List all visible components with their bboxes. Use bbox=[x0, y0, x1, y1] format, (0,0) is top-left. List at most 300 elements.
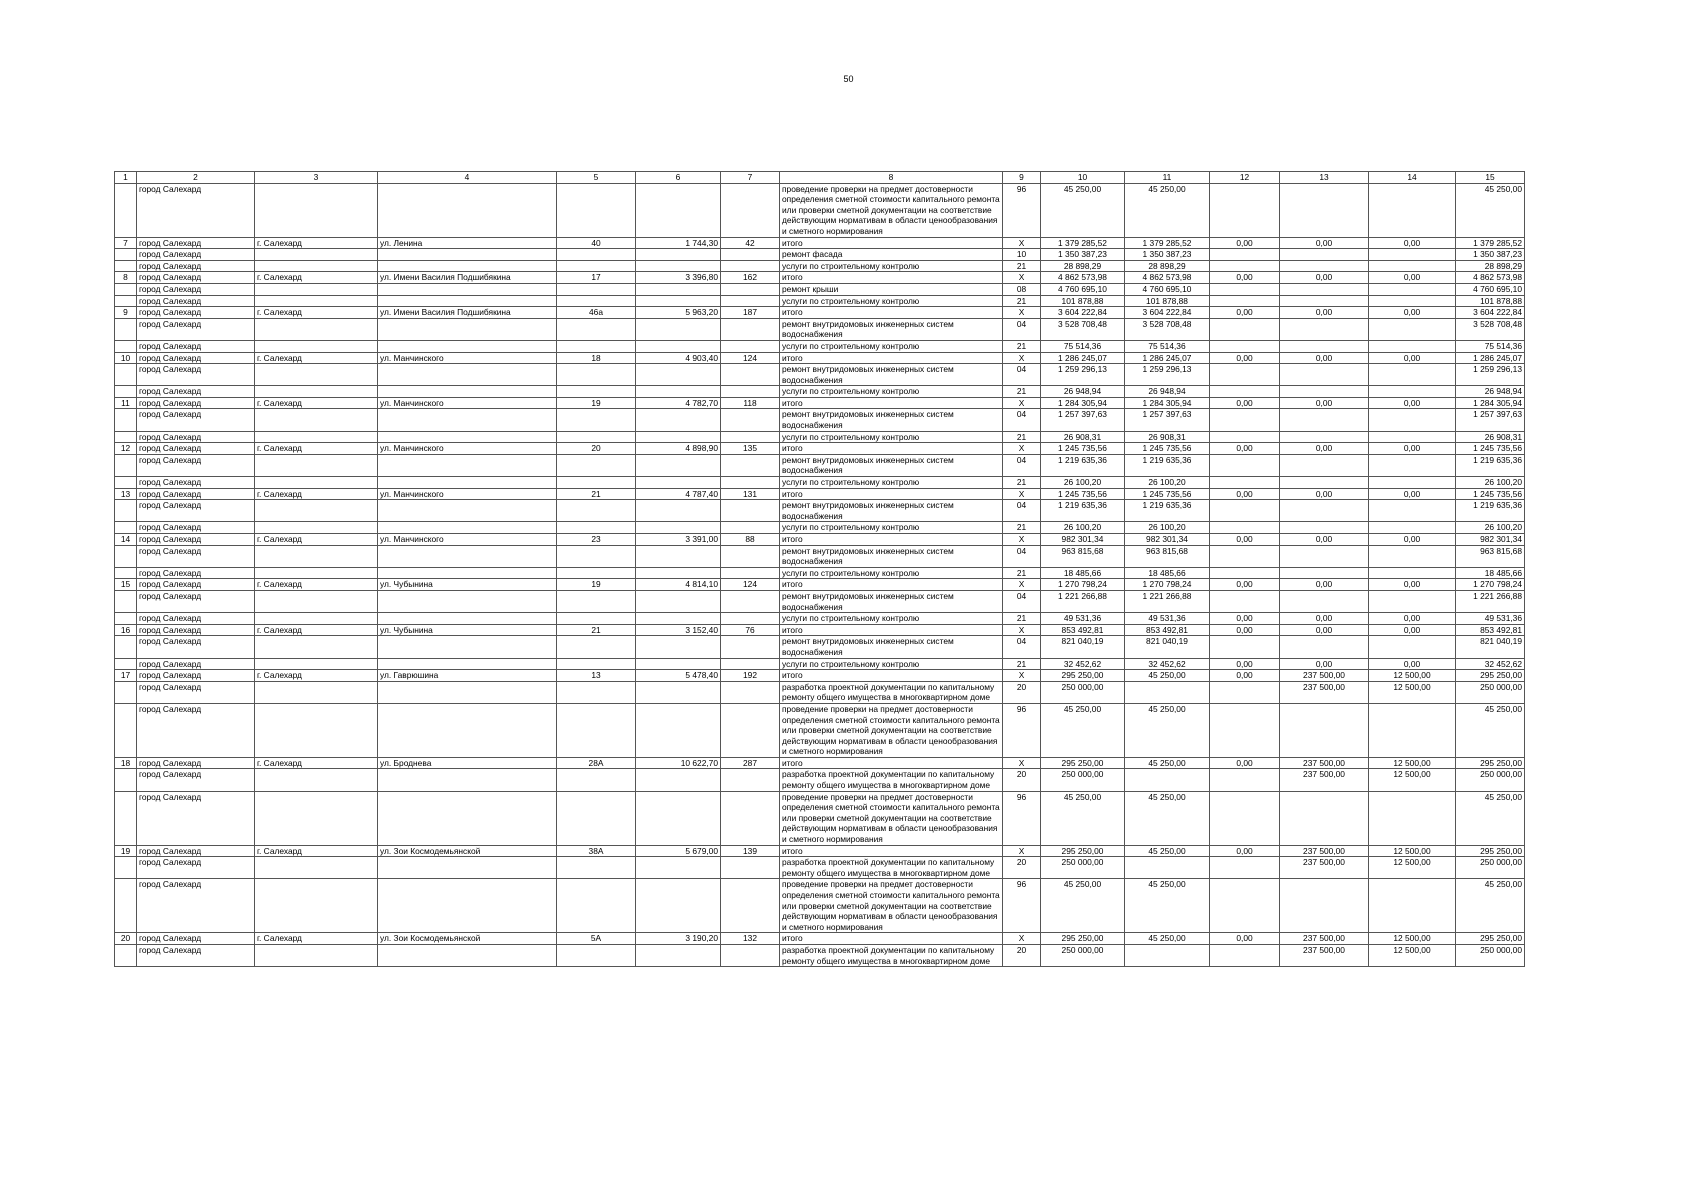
table-cell-col-2: город Салехард bbox=[137, 845, 255, 857]
table-cell-col-6: 4 782,70 bbox=[636, 397, 721, 409]
table-cell-col-1: 10 bbox=[115, 352, 137, 364]
table-cell-col-13: 0,00 bbox=[1280, 613, 1369, 625]
table-cell-col-15: 295 250,00 bbox=[1456, 933, 1525, 945]
table-row bbox=[115, 845, 1525, 857]
table-cell-col-15: 45 250,00 bbox=[1456, 791, 1525, 845]
table-cell-col-15: 32 452,62 bbox=[1456, 658, 1525, 670]
table-cell-col-13 bbox=[1280, 454, 1369, 476]
table-cell-col-10: 45 250,00 bbox=[1041, 879, 1125, 933]
table-cell-col-11: 1 379 285,52 bbox=[1125, 237, 1210, 249]
column-header-7: 7 bbox=[721, 172, 780, 184]
table-cell-col-4 bbox=[378, 409, 557, 431]
table-cell-col-15: 4 862 573,98 bbox=[1456, 272, 1525, 284]
table-cell-col-15: 26 100,20 bbox=[1456, 522, 1525, 534]
table-cell-col-7 bbox=[721, 260, 780, 272]
table-cell-col-14: 0,00 bbox=[1369, 624, 1456, 636]
table-cell-col-15: 1 270 798,24 bbox=[1456, 579, 1525, 591]
table-row bbox=[115, 283, 1525, 295]
table-cell-col-12: 0,00 bbox=[1210, 933, 1280, 945]
table-cell-col-7 bbox=[721, 283, 780, 295]
table-cell-col-12 bbox=[1210, 364, 1280, 386]
table-cell-col-10: 1 270 798,24 bbox=[1041, 579, 1125, 591]
table-cell-col-12: 0,00 bbox=[1210, 443, 1280, 455]
table-cell-col-10: 295 250,00 bbox=[1041, 757, 1125, 769]
table-cell-col-14: 12 500,00 bbox=[1369, 670, 1456, 682]
table-cell-col-9: Х bbox=[1003, 352, 1041, 364]
table-cell-col-4 bbox=[378, 522, 557, 534]
table-cell-col-7: 88 bbox=[721, 534, 780, 546]
table-cell-col-14: 12 500,00 bbox=[1369, 769, 1456, 791]
table-cell-col-12 bbox=[1210, 944, 1280, 966]
table-cell-col-15: 1 245 735,56 bbox=[1456, 443, 1525, 455]
table-cell-col-9: 21 bbox=[1003, 431, 1041, 443]
table-cell-col-14: 12 500,00 bbox=[1369, 944, 1456, 966]
table-cell-col-9: 21 bbox=[1003, 386, 1041, 398]
table-row bbox=[115, 295, 1525, 307]
table-cell-col-1 bbox=[115, 636, 137, 658]
table-cell-col-13: 0,00 bbox=[1280, 624, 1369, 636]
table-cell-col-14 bbox=[1369, 249, 1456, 261]
table-cell-col-14 bbox=[1369, 522, 1456, 534]
table-cell-col-4 bbox=[378, 386, 557, 398]
table-cell-col-4: ул. Чубынина bbox=[378, 579, 557, 591]
table-cell-col-7: 118 bbox=[721, 397, 780, 409]
table-cell-col-2: город Салехард bbox=[137, 397, 255, 409]
table-cell-col-13 bbox=[1280, 477, 1369, 489]
table-cell-col-10: 26 100,20 bbox=[1041, 522, 1125, 534]
table-row bbox=[115, 500, 1525, 522]
table-cell-col-4 bbox=[378, 283, 557, 295]
table-cell-col-7 bbox=[721, 477, 780, 489]
table-cell-col-13: 237 500,00 bbox=[1280, 944, 1369, 966]
table-cell-col-12 bbox=[1210, 879, 1280, 933]
table-cell-col-5 bbox=[557, 500, 636, 522]
table-cell-col-5: 46а bbox=[557, 307, 636, 319]
table-row bbox=[115, 681, 1525, 703]
table-cell-col-10: 1 286 245,07 bbox=[1041, 352, 1125, 364]
table-cell-col-9: Х bbox=[1003, 443, 1041, 455]
table-cell-col-3 bbox=[255, 249, 378, 261]
table-cell-col-14 bbox=[1369, 318, 1456, 340]
table-cell-col-15: 1 350 387,23 bbox=[1456, 249, 1525, 261]
table-cell-col-3: г. Салехард bbox=[255, 670, 378, 682]
table-cell-col-10: 1 245 735,56 bbox=[1041, 488, 1125, 500]
table-cell-col-8: проведение проверки на предмет достоверности определения сметной стоимости капитального ремонта или проверки сметной документации на соответствие действующим нормативам в области ценообразования и сметного нормирования bbox=[780, 879, 1003, 933]
table-cell-col-7 bbox=[721, 183, 780, 237]
table-cell-col-10: 295 250,00 bbox=[1041, 845, 1125, 857]
table-cell-col-15: 3 604 222,84 bbox=[1456, 307, 1525, 319]
table-cell-col-12 bbox=[1210, 386, 1280, 398]
table-cell-col-11: 1 219 635,36 bbox=[1125, 454, 1210, 476]
table-cell-col-7 bbox=[721, 703, 780, 757]
column-header-11: 11 bbox=[1125, 172, 1210, 184]
column-header-5: 5 bbox=[557, 172, 636, 184]
table-cell-col-10: 4 862 573,98 bbox=[1041, 272, 1125, 284]
table-cell-col-10: 18 485,66 bbox=[1041, 567, 1125, 579]
table-cell-col-15: 1 219 635,36 bbox=[1456, 500, 1525, 522]
table-cell-col-5 bbox=[557, 249, 636, 261]
table-cell-col-7: 187 bbox=[721, 307, 780, 319]
table-cell-col-11: 963 815,68 bbox=[1125, 545, 1210, 567]
table-cell-col-11: 45 250,00 bbox=[1125, 183, 1210, 237]
table-cell-col-11: 49 531,36 bbox=[1125, 613, 1210, 625]
table-cell-col-13: 237 500,00 bbox=[1280, 857, 1369, 879]
table-cell-col-12 bbox=[1210, 590, 1280, 612]
table-cell-col-6 bbox=[636, 260, 721, 272]
table-cell-col-3 bbox=[255, 260, 378, 272]
table-cell-col-5 bbox=[557, 545, 636, 567]
table-cell-col-2: город Салехард bbox=[137, 488, 255, 500]
table-row bbox=[115, 636, 1525, 658]
table-cell-col-5 bbox=[557, 703, 636, 757]
column-header-15: 15 bbox=[1456, 172, 1525, 184]
table-cell-col-4: ул. Манчинского bbox=[378, 352, 557, 364]
table-cell-col-2: город Салехард bbox=[137, 879, 255, 933]
table-header bbox=[115, 172, 1525, 184]
table-cell-col-9: 20 bbox=[1003, 769, 1041, 791]
table-cell-col-7 bbox=[721, 318, 780, 340]
table-row bbox=[115, 443, 1525, 455]
table-cell-col-15: 1 284 305,94 bbox=[1456, 397, 1525, 409]
table-cell-col-10: 1 259 296,13 bbox=[1041, 364, 1125, 386]
table-cell-col-8: проведение проверки на предмет достоверности определения сметной стоимости капитального ремонта или проверки сметной документации на соответствие действующим нормативам в области ценообразования и сметного нормирования bbox=[780, 183, 1003, 237]
table-cell-col-11: 45 250,00 bbox=[1125, 670, 1210, 682]
table-cell-col-1 bbox=[115, 545, 137, 567]
table-cell-col-6 bbox=[636, 857, 721, 879]
table-cell-col-9: 96 bbox=[1003, 703, 1041, 757]
table-cell-col-3 bbox=[255, 567, 378, 579]
table-cell-col-3: г. Салехард bbox=[255, 237, 378, 249]
table-cell-col-13 bbox=[1280, 409, 1369, 431]
table-cell-col-9: Х bbox=[1003, 579, 1041, 591]
table-cell-col-3 bbox=[255, 613, 378, 625]
table-cell-col-4 bbox=[378, 340, 557, 352]
table-cell-col-10: 1 284 305,94 bbox=[1041, 397, 1125, 409]
table-cell-col-13 bbox=[1280, 791, 1369, 845]
table-cell-col-6 bbox=[636, 590, 721, 612]
table-cell-col-5 bbox=[557, 409, 636, 431]
table-cell-col-4: ул. Гаврюшина bbox=[378, 670, 557, 682]
table-cell-col-5 bbox=[557, 658, 636, 670]
table-cell-col-7: 124 bbox=[721, 352, 780, 364]
table-cell-col-10: 1 257 397,63 bbox=[1041, 409, 1125, 431]
table-row bbox=[115, 409, 1525, 431]
table-cell-col-11: 1 284 305,94 bbox=[1125, 397, 1210, 409]
column-header-4: 4 bbox=[378, 172, 557, 184]
table-cell-col-2: город Салехард bbox=[137, 307, 255, 319]
table-cell-col-12: 0,00 bbox=[1210, 670, 1280, 682]
table-cell-col-4 bbox=[378, 879, 557, 933]
table-cell-col-2: город Салехард bbox=[137, 443, 255, 455]
table-cell-col-15: 250 000,00 bbox=[1456, 857, 1525, 879]
table-cell-col-7 bbox=[721, 857, 780, 879]
table-cell-col-1: 11 bbox=[115, 397, 137, 409]
table-cell-col-7 bbox=[721, 249, 780, 261]
table-cell-col-4 bbox=[378, 567, 557, 579]
column-header-1: 1 bbox=[115, 172, 137, 184]
table-cell-col-3 bbox=[255, 590, 378, 612]
table-cell-col-11: 1 221 266,88 bbox=[1125, 590, 1210, 612]
table-cell-col-3: г. Салехард bbox=[255, 352, 378, 364]
table-cell-col-1 bbox=[115, 283, 137, 295]
table-cell-col-13 bbox=[1280, 364, 1369, 386]
table-cell-col-15: 963 815,68 bbox=[1456, 545, 1525, 567]
table-cell-col-1: 16 bbox=[115, 624, 137, 636]
table-cell-col-1: 17 bbox=[115, 670, 137, 682]
table-cell-col-10: 26 948,94 bbox=[1041, 386, 1125, 398]
table-cell-col-8: ремонт внутридомовых инженерных систем водоснабжения bbox=[780, 318, 1003, 340]
table-cell-col-2: город Салехард bbox=[137, 636, 255, 658]
table-cell-col-9: Х bbox=[1003, 933, 1041, 945]
table-cell-col-13 bbox=[1280, 295, 1369, 307]
table-cell-col-10: 32 452,62 bbox=[1041, 658, 1125, 670]
table-cell-col-11: 1 259 296,13 bbox=[1125, 364, 1210, 386]
table-cell-col-13: 0,00 bbox=[1280, 272, 1369, 284]
table-cell-col-11 bbox=[1125, 769, 1210, 791]
table-cell-col-7 bbox=[721, 944, 780, 966]
table-cell-col-5 bbox=[557, 283, 636, 295]
table-cell-col-13 bbox=[1280, 431, 1369, 443]
table-cell-col-6 bbox=[636, 409, 721, 431]
table-cell-col-5 bbox=[557, 567, 636, 579]
table-cell-col-2: город Салехард bbox=[137, 933, 255, 945]
table-cell-col-12: 0,00 bbox=[1210, 613, 1280, 625]
table-cell-col-6: 4 898,90 bbox=[636, 443, 721, 455]
table-cell-col-2: город Салехард bbox=[137, 318, 255, 340]
table-cell-col-11: 4 760 695,10 bbox=[1125, 283, 1210, 295]
table-cell-col-8: итого bbox=[780, 845, 1003, 857]
table-cell-col-7: 287 bbox=[721, 757, 780, 769]
table-cell-col-15: 28 898,29 bbox=[1456, 260, 1525, 272]
table-cell-col-10: 45 250,00 bbox=[1041, 791, 1125, 845]
table-cell-col-8: услуги по строительному контролю bbox=[780, 340, 1003, 352]
table-cell-col-7 bbox=[721, 500, 780, 522]
table-row bbox=[115, 879, 1525, 933]
table-cell-col-15: 1 379 285,52 bbox=[1456, 237, 1525, 249]
table-cell-col-2: город Салехард bbox=[137, 534, 255, 546]
table-row bbox=[115, 624, 1525, 636]
table-row bbox=[115, 670, 1525, 682]
table-cell-col-5: 13 bbox=[557, 670, 636, 682]
table-cell-col-2: город Салехард bbox=[137, 237, 255, 249]
table-cell-col-4 bbox=[378, 791, 557, 845]
table-cell-col-10: 295 250,00 bbox=[1041, 933, 1125, 945]
table-cell-col-3 bbox=[255, 409, 378, 431]
column-header-8: 8 bbox=[780, 172, 1003, 184]
table-cell-col-12 bbox=[1210, 409, 1280, 431]
table-cell-col-15: 4 760 695,10 bbox=[1456, 283, 1525, 295]
table-cell-col-8: разработка проектной документации по капитальному ремонту общего имущества в многоквартирном доме bbox=[780, 857, 1003, 879]
column-header-14: 14 bbox=[1369, 172, 1456, 184]
table-cell-col-11: 101 878,88 bbox=[1125, 295, 1210, 307]
table-cell-col-5: 20 bbox=[557, 443, 636, 455]
table-cell-col-3 bbox=[255, 857, 378, 879]
table-cell-col-7 bbox=[721, 791, 780, 845]
table-cell-col-3 bbox=[255, 500, 378, 522]
table-cell-col-3 bbox=[255, 545, 378, 567]
table-cell-col-11: 982 301,34 bbox=[1125, 534, 1210, 546]
table-cell-col-10: 963 815,68 bbox=[1041, 545, 1125, 567]
table-cell-col-4: ул. Имени Василия Подшибякина bbox=[378, 307, 557, 319]
table-cell-col-4 bbox=[378, 681, 557, 703]
table-cell-col-1 bbox=[115, 249, 137, 261]
table-cell-col-3 bbox=[255, 283, 378, 295]
table-cell-col-7 bbox=[721, 340, 780, 352]
table-cell-col-3 bbox=[255, 386, 378, 398]
table-cell-col-3: г. Салехард bbox=[255, 933, 378, 945]
table-cell-col-7 bbox=[721, 454, 780, 476]
table-cell-col-1 bbox=[115, 681, 137, 703]
table-cell-col-9: 21 bbox=[1003, 295, 1041, 307]
table-cell-col-7 bbox=[721, 522, 780, 534]
table-cell-col-5: 40 bbox=[557, 237, 636, 249]
column-header-2: 2 bbox=[137, 172, 255, 184]
table-cell-col-11: 1 286 245,07 bbox=[1125, 352, 1210, 364]
table-cell-col-14 bbox=[1369, 500, 1456, 522]
table-cell-col-9: 20 bbox=[1003, 944, 1041, 966]
table-cell-col-11: 821 040,19 bbox=[1125, 636, 1210, 658]
table-cell-col-12: 0,00 bbox=[1210, 757, 1280, 769]
table-cell-col-8: услуги по строительному контролю bbox=[780, 658, 1003, 670]
table-cell-col-4: ул. Чубынина bbox=[378, 624, 557, 636]
table-cell-col-12: 0,00 bbox=[1210, 307, 1280, 319]
table-cell-col-1: 14 bbox=[115, 534, 137, 546]
table-cell-col-1: 13 bbox=[115, 488, 137, 500]
table-cell-col-15: 250 000,00 bbox=[1456, 944, 1525, 966]
table-cell-col-15: 45 250,00 bbox=[1456, 703, 1525, 757]
table-cell-col-11 bbox=[1125, 857, 1210, 879]
capital-repair-table bbox=[114, 171, 1525, 967]
table-cell-col-14: 0,00 bbox=[1369, 307, 1456, 319]
table-cell-col-10: 28 898,29 bbox=[1041, 260, 1125, 272]
table-cell-col-11: 45 250,00 bbox=[1125, 933, 1210, 945]
table-cell-col-10: 49 531,36 bbox=[1041, 613, 1125, 625]
table-row bbox=[115, 522, 1525, 534]
table-cell-col-5: 21 bbox=[557, 488, 636, 500]
table-cell-col-8: проведение проверки на предмет достоверности определения сметной стоимости капитального ремонта или проверки сметной документации на соответствие действующим нормативам в области ценообразования и сметного нормирования bbox=[780, 703, 1003, 757]
table-cell-col-1 bbox=[115, 364, 137, 386]
table-cell-col-12 bbox=[1210, 477, 1280, 489]
table-row bbox=[115, 579, 1525, 591]
table-cell-col-1 bbox=[115, 431, 137, 443]
table-row bbox=[115, 249, 1525, 261]
table-cell-col-2: город Салехард bbox=[137, 183, 255, 237]
table-cell-col-15: 75 514,36 bbox=[1456, 340, 1525, 352]
table-cell-col-6: 4 787,40 bbox=[636, 488, 721, 500]
column-header-6: 6 bbox=[636, 172, 721, 184]
table-cell-col-14: 0,00 bbox=[1369, 613, 1456, 625]
table-row bbox=[115, 757, 1525, 769]
table-cell-col-9: 21 bbox=[1003, 613, 1041, 625]
table-cell-col-7 bbox=[721, 658, 780, 670]
table-cell-col-5: 5А bbox=[557, 933, 636, 945]
table-cell-col-3: г. Салехард bbox=[255, 757, 378, 769]
table-cell-col-11: 45 250,00 bbox=[1125, 845, 1210, 857]
table-cell-col-3 bbox=[255, 340, 378, 352]
table-cell-col-6 bbox=[636, 431, 721, 443]
table-cell-col-5: 21 bbox=[557, 624, 636, 636]
table-cell-col-15: 853 492,81 bbox=[1456, 624, 1525, 636]
table-cell-col-3: г. Салехард bbox=[255, 624, 378, 636]
table-cell-col-3 bbox=[255, 636, 378, 658]
table-cell-col-7 bbox=[721, 567, 780, 579]
table-cell-col-9: Х bbox=[1003, 757, 1041, 769]
table-cell-col-10: 101 878,88 bbox=[1041, 295, 1125, 307]
table-cell-col-14 bbox=[1369, 409, 1456, 431]
table-cell-col-7 bbox=[721, 409, 780, 431]
table-cell-col-12 bbox=[1210, 522, 1280, 534]
table-cell-col-5 bbox=[557, 260, 636, 272]
table-cell-col-2: город Салехард bbox=[137, 295, 255, 307]
table-cell-col-5 bbox=[557, 364, 636, 386]
table-cell-col-8: ремонт внутридомовых инженерных систем водоснабжения bbox=[780, 364, 1003, 386]
table-cell-col-5: 17 bbox=[557, 272, 636, 284]
table-cell-col-11: 45 250,00 bbox=[1125, 879, 1210, 933]
table-cell-col-13 bbox=[1280, 545, 1369, 567]
table-cell-col-14 bbox=[1369, 364, 1456, 386]
table-cell-col-13 bbox=[1280, 703, 1369, 757]
table-cell-col-11: 1 270 798,24 bbox=[1125, 579, 1210, 591]
table-cell-col-5 bbox=[557, 386, 636, 398]
table-cell-col-8: ремонт внутридомовых инженерных систем водоснабжения bbox=[780, 636, 1003, 658]
table-cell-col-6 bbox=[636, 386, 721, 398]
table-cell-col-15: 1 221 266,88 bbox=[1456, 590, 1525, 612]
table-cell-col-14: 0,00 bbox=[1369, 443, 1456, 455]
table-cell-col-11: 3 604 222,84 bbox=[1125, 307, 1210, 319]
table-cell-col-6 bbox=[636, 879, 721, 933]
table-cell-col-2: город Салехард bbox=[137, 624, 255, 636]
table-cell-col-1 bbox=[115, 879, 137, 933]
table-cell-col-1 bbox=[115, 409, 137, 431]
table-row bbox=[115, 944, 1525, 966]
table-cell-col-15: 1 286 245,07 bbox=[1456, 352, 1525, 364]
table-cell-col-9: 04 bbox=[1003, 590, 1041, 612]
table-row bbox=[115, 567, 1525, 579]
table-cell-col-6: 4 903,40 bbox=[636, 352, 721, 364]
table-cell-col-9: Х bbox=[1003, 272, 1041, 284]
table-cell-col-4 bbox=[378, 431, 557, 443]
table-cell-col-14: 0,00 bbox=[1369, 658, 1456, 670]
table-cell-col-5 bbox=[557, 522, 636, 534]
table-cell-col-11: 4 862 573,98 bbox=[1125, 272, 1210, 284]
table-cell-col-2: город Салехард bbox=[137, 364, 255, 386]
table-cell-col-13 bbox=[1280, 500, 1369, 522]
table-cell-col-8: ремонт крыши bbox=[780, 283, 1003, 295]
table-cell-col-13: 237 500,00 bbox=[1280, 670, 1369, 682]
table-cell-col-11: 75 514,36 bbox=[1125, 340, 1210, 352]
table-cell-col-15: 1 219 635,36 bbox=[1456, 454, 1525, 476]
table-cell-col-4 bbox=[378, 364, 557, 386]
table-cell-col-7 bbox=[721, 681, 780, 703]
table-cell-col-10: 45 250,00 bbox=[1041, 183, 1125, 237]
table-cell-col-9: Х bbox=[1003, 237, 1041, 249]
table-cell-col-2: город Салехард bbox=[137, 386, 255, 398]
table-cell-col-5 bbox=[557, 477, 636, 489]
table-cell-col-1 bbox=[115, 183, 137, 237]
table-row bbox=[115, 340, 1525, 352]
table-cell-col-8: итого bbox=[780, 352, 1003, 364]
table-cell-col-4 bbox=[378, 658, 557, 670]
table-cell-col-8: итого bbox=[780, 397, 1003, 409]
table-cell-col-9: 21 bbox=[1003, 522, 1041, 534]
table-cell-col-4 bbox=[378, 500, 557, 522]
table-cell-col-9: Х bbox=[1003, 670, 1041, 682]
table-cell-col-15: 250 000,00 bbox=[1456, 769, 1525, 791]
table-cell-col-11: 26 948,94 bbox=[1125, 386, 1210, 398]
table-cell-col-12 bbox=[1210, 431, 1280, 443]
table-cell-col-9: Х bbox=[1003, 845, 1041, 857]
table-cell-col-5: 18 bbox=[557, 352, 636, 364]
